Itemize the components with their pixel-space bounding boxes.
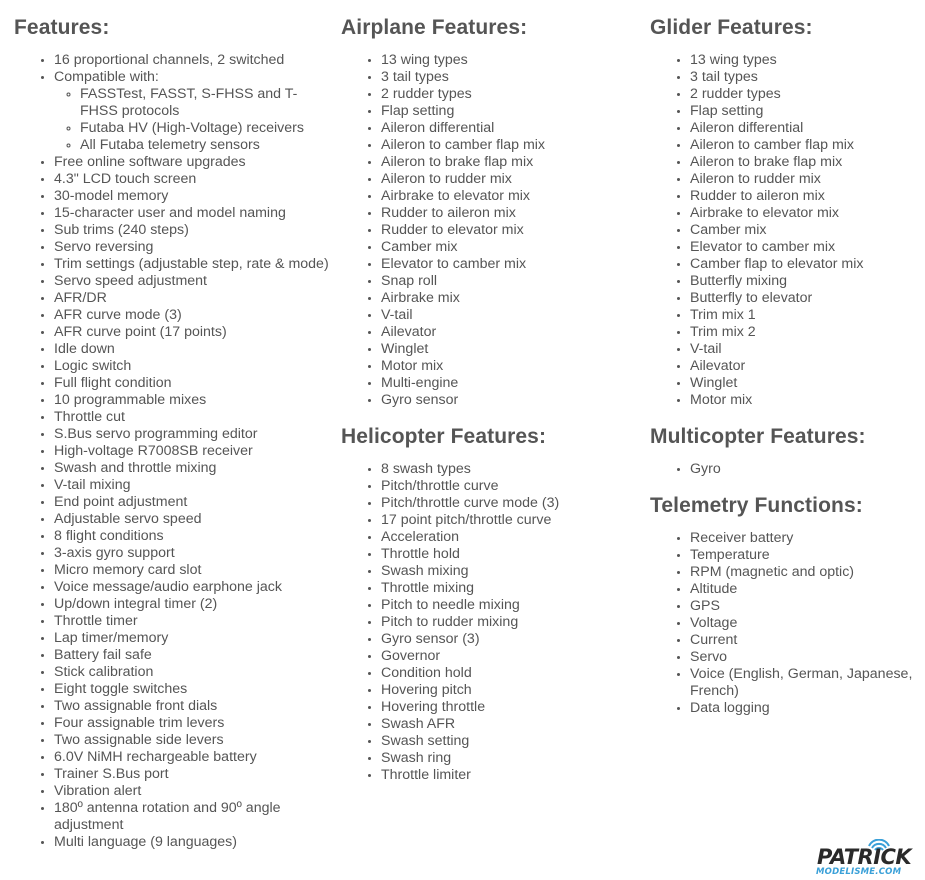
list-item: • 16 proportional channels, 2 switched <box>54 52 334 69</box>
list-item: • 6.0V NiMH rechargeable battery <box>54 749 334 766</box>
list-item: • Throttle hold <box>381 546 641 563</box>
list-item: • Rudder to elevator mix <box>381 222 641 239</box>
list-item: • V-tail <box>690 341 920 358</box>
list-item: • Voice (English, German, Japanese, French) <box>690 666 920 700</box>
list-item: • 3 tail types <box>381 69 641 86</box>
list-item: • Condition hold <box>381 665 641 682</box>
list-item: • Free online software upgrades <box>54 154 334 171</box>
list-item: • Pitch/throttle curve <box>381 478 641 495</box>
list-item: • Data logging <box>690 700 920 717</box>
list-item: • 17 point pitch/throttle curve <box>381 512 641 529</box>
list-item: • Camber mix <box>381 239 641 256</box>
list-item: • High-voltage R7008SB receiver <box>54 443 334 460</box>
features-column <box>14 14 334 851</box>
airplane-list <box>341 52 641 409</box>
list-item: • Trim settings (adjustable step, rate & mode) <box>54 256 334 273</box>
list-item: • 4.3" LCD touch screen <box>54 171 334 188</box>
list-item: • Aileron differential <box>381 120 641 137</box>
list-item: • Butterfly mixing <box>690 273 920 290</box>
list-item: • Swash setting <box>381 733 641 750</box>
list-item: • Stick calibration <box>54 664 334 681</box>
list-item: • Aileron to rudder mix <box>381 171 641 188</box>
list-item: • Hovering pitch <box>381 682 641 699</box>
sublist-item: ◦ All Futaba telemetry sensors <box>80 137 334 154</box>
list-item: • Gyro <box>690 461 920 478</box>
list-item: • Rudder to aileron mix <box>381 205 641 222</box>
list-item: • Receiver battery <box>690 530 920 547</box>
list-item: • AFR/DR <box>54 290 334 307</box>
list-item: • Camber mix <box>690 222 920 239</box>
list-item: • V-tail <box>381 307 641 324</box>
list-item: • 8 swash types <box>381 461 641 478</box>
list-item: • Altitude <box>690 581 920 598</box>
list-item: • Motor mix <box>690 392 920 409</box>
multicopter-heading: Multicopter Features: <box>650 425 866 448</box>
list-item: • 3-axis gyro support <box>54 545 334 562</box>
list-item: • Elevator to camber mix <box>690 239 920 256</box>
list-item: • 13 wing types <box>381 52 641 69</box>
list-item: • Idle down <box>54 341 334 358</box>
list-item: • Swash AFR <box>381 716 641 733</box>
list-item: • Swash and throttle mixing <box>54 460 334 477</box>
list-item: • Flap setting <box>381 103 641 120</box>
list-item: • Airbrake to elevator mix <box>381 188 641 205</box>
logo-site: MODELISME.COM <box>816 867 902 877</box>
list-item: • Throttle timer <box>54 613 334 630</box>
list-item: • 13 wing types <box>690 52 920 69</box>
list-item: • Throttle cut <box>54 409 334 426</box>
list-item: • Aileron to camber flap mix <box>690 137 920 154</box>
list-item: • Airbrake to elevator mix <box>690 205 920 222</box>
list-item: • Flap setting <box>690 103 920 120</box>
list-item: • Battery fail safe <box>54 647 334 664</box>
list-item: • Aileron to rudder mix <box>690 171 920 188</box>
list-item: • Logic switch <box>54 358 334 375</box>
list-item: • Airbrake mix <box>381 290 641 307</box>
list-item: • Up/down integral timer (2) <box>54 596 334 613</box>
patrick-modelisme-logo <box>808 836 923 880</box>
list-item: • Swash mixing <box>381 563 641 580</box>
list-item: • Full flight condition <box>54 375 334 392</box>
list-item: • Pitch to rudder mixing <box>381 614 641 631</box>
list-item: • Gyro sensor <box>381 392 641 409</box>
list-item: • Swash ring <box>381 750 641 767</box>
list-item: • Two assignable front dials <box>54 698 334 715</box>
list-item-compatible <box>54 69 334 154</box>
list-item: • Two assignable side levers <box>54 732 334 749</box>
list-item: • 3 tail types <box>690 69 920 86</box>
list-item: • Gyro sensor (3) <box>381 631 641 648</box>
list-item: • Aileron differential <box>690 120 920 137</box>
list-item: • Rudder to aileron mix <box>690 188 920 205</box>
features-list <box>14 52 334 851</box>
list-item: • Vibration alert <box>54 783 334 800</box>
list-item: • Ailevator <box>690 358 920 375</box>
glider-column <box>650 14 920 717</box>
sublist-item: ◦ FASSTest, FASST, S-FHSS and T-FHSS protocols <box>80 86 334 120</box>
list-item: • Throttle mixing <box>381 580 641 597</box>
list-item: • Elevator to camber mix <box>381 256 641 273</box>
list-item: • Butterfly to elevator <box>690 290 920 307</box>
list-item: • RPM (magnetic and optic) <box>690 564 920 581</box>
list-item: • Pitch to needle mixing <box>381 597 641 614</box>
helicopter-heading: Helicopter Features: <box>341 425 547 448</box>
list-item: • Servo <box>690 649 920 666</box>
list-item: • Multi language (9 languages) <box>54 834 334 851</box>
airplane-helicopter-column <box>341 14 641 784</box>
list-item: • Temperature <box>690 547 920 564</box>
list-item: • Trim mix 1 <box>690 307 920 324</box>
list-item: • Governor <box>381 648 641 665</box>
list-item: • Multi-engine <box>381 375 641 392</box>
list-item-label: Compatible with: <box>54 69 159 85</box>
list-item: • AFR curve point (17 points) <box>54 324 334 341</box>
airplane-heading: Airplane Features: <box>341 16 528 39</box>
list-item: • 10 programmable mixes <box>54 392 334 409</box>
list-item: • Trainer S.Bus port <box>54 766 334 783</box>
list-item: • 8 flight conditions <box>54 528 334 545</box>
list-item: • Snap roll <box>381 273 641 290</box>
compatible-sublist <box>54 86 334 154</box>
list-item: • Lap timer/memory <box>54 630 334 647</box>
list-item: • AFR curve mode (3) <box>54 307 334 324</box>
list-item: • Throttle limiter <box>381 767 641 784</box>
list-item: • Aileron to brake flap mix <box>690 154 920 171</box>
telemetry-list <box>650 530 920 717</box>
list-item: • Hovering throttle <box>381 699 641 716</box>
telemetry-heading: Telemetry Functions: <box>650 494 863 517</box>
list-item: • Eight toggle switches <box>54 681 334 698</box>
list-item: • Micro memory card slot <box>54 562 334 579</box>
list-item: • Servo reversing <box>54 239 334 256</box>
features-heading: Features: <box>14 16 110 39</box>
list-item: • Aileron to brake flap mix <box>381 154 641 171</box>
list-item: • Winglet <box>690 375 920 392</box>
list-item: • Pitch/throttle curve mode (3) <box>381 495 641 512</box>
list-item: • Adjustable servo speed <box>54 511 334 528</box>
logo-name: PATRICK <box>817 845 912 869</box>
sublist-item: ◦ Futaba HV (High-Voltage) receivers <box>80 120 334 137</box>
list-item: • Voice message/audio earphone jack <box>54 579 334 596</box>
list-item: • End point adjustment <box>54 494 334 511</box>
list-item: • S.Bus servo programming editor <box>54 426 334 443</box>
list-item: • Camber flap to elevator mix <box>690 256 920 273</box>
list-item: • Voltage <box>690 615 920 632</box>
list-item: • 2 rudder types <box>381 86 641 103</box>
list-item: • Acceleration <box>381 529 641 546</box>
list-item: • 30-model memory <box>54 188 334 205</box>
list-item: • GPS <box>690 598 920 615</box>
list-item: • 15-character user and model naming <box>54 205 334 222</box>
list-item: • 180º antenna rotation and 90º angle adjustment <box>54 800 334 834</box>
list-item: • V-tail mixing <box>54 477 334 494</box>
list-item: • Aileron to camber flap mix <box>381 137 641 154</box>
list-item: • Winglet <box>381 341 641 358</box>
list-item: • Servo speed adjustment <box>54 273 334 290</box>
list-item: • Sub trims (240 steps) <box>54 222 334 239</box>
helicopter-list <box>341 461 641 784</box>
multicopter-list <box>650 461 920 478</box>
list-item: • Motor mix <box>381 358 641 375</box>
glider-heading: Glider Features: <box>650 16 813 39</box>
list-item: • 2 rudder types <box>690 86 920 103</box>
list-item: • Trim mix 2 <box>690 324 920 341</box>
list-item: • Current <box>690 632 920 649</box>
glider-list <box>650 52 920 409</box>
list-item: • Ailevator <box>381 324 641 341</box>
list-item: • Four assignable trim levers <box>54 715 334 732</box>
